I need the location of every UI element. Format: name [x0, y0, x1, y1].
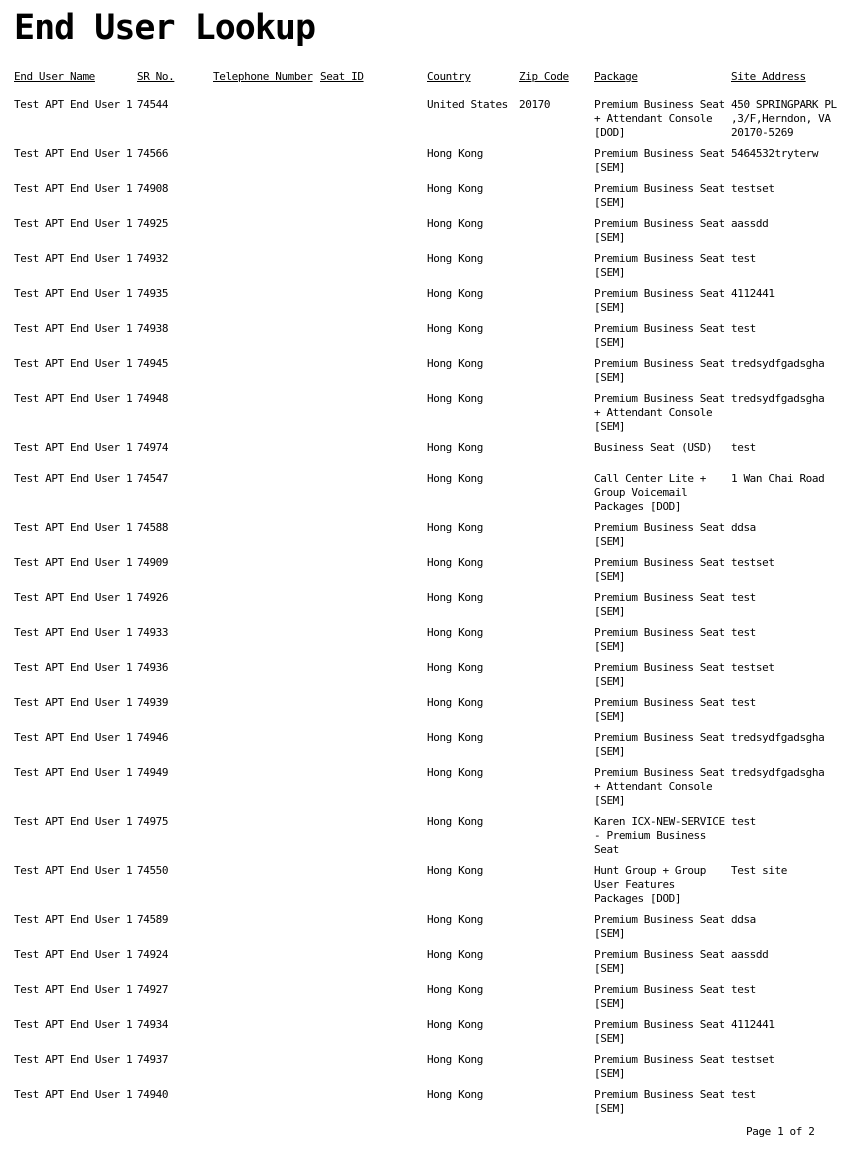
country-cell: Hong Kong: [427, 287, 484, 300]
site-address-cell: testset: [731, 661, 775, 674]
sr-no-cell: 74935: [137, 287, 169, 300]
site-address-cell: test: [731, 591, 756, 604]
end-user-name-cell: Test APT End User 1: [14, 357, 133, 370]
country-cell: Hong Kong: [427, 766, 484, 779]
package-cell: Premium Business Seat [SEM]: [594, 1053, 725, 1080]
country-cell: Hong Kong: [427, 661, 484, 674]
end-user-name-cell: Test APT End User 1: [14, 591, 133, 604]
package-cell: Karen ICX-NEW-SERVICE - Premium Business Seat: [594, 815, 725, 856]
site-address-cell: 450 SPRINGPARK PL ,3/F,Herndon, VA 20170-5269: [731, 98, 837, 139]
site-address-cell: tredsydfgadsgha: [731, 766, 825, 779]
package-cell: Premium Business Seat [SEM]: [594, 252, 725, 279]
country-cell: Hong Kong: [427, 217, 484, 230]
country-cell: Hong Kong: [427, 1088, 484, 1101]
package-cell: Premium Business Seat [SEM]: [594, 626, 725, 653]
end-user-name-cell: Test APT End User 1: [14, 661, 133, 674]
end-user-name-cell: Test APT End User 1: [14, 696, 133, 709]
sr-no-cell: 74550: [137, 864, 169, 877]
package-cell: Premium Business Seat + Attendant Console [DOD]: [594, 98, 725, 139]
package-cell: Premium Business Seat [SEM]: [594, 983, 725, 1010]
sr-no-cell: 74908: [137, 182, 169, 195]
package-cell: Premium Business Seat [SEM]: [594, 731, 725, 758]
col-header-package[interactable]: Package: [594, 70, 638, 83]
country-cell: United States: [427, 98, 508, 111]
sr-no-cell: 74927: [137, 983, 169, 996]
package-cell: Premium Business Seat [SEM]: [594, 696, 725, 723]
sr-no-cell: 74926: [137, 591, 169, 604]
site-address-cell: test: [731, 983, 756, 996]
country-cell: Hong Kong: [427, 521, 484, 534]
package-cell: Premium Business Seat + Attendant Console [SEM]: [594, 392, 725, 433]
package-cell: Premium Business Seat [SEM]: [594, 1018, 725, 1045]
site-address-cell: Test site: [731, 864, 788, 877]
site-address-cell: aassdd: [731, 217, 769, 230]
site-address-cell: aassdd: [731, 948, 769, 961]
sr-no-cell: 74547: [137, 472, 169, 485]
site-address-cell: test: [731, 252, 756, 265]
sr-no-cell: 74945: [137, 357, 169, 370]
country-cell: Hong Kong: [427, 392, 484, 405]
sr-no-cell: 74924: [137, 948, 169, 961]
col-header-country[interactable]: Country: [427, 70, 471, 83]
sr-no-cell: 74566: [137, 147, 169, 160]
package-cell: Premium Business Seat [SEM]: [594, 147, 725, 174]
sr-no-cell: 74940: [137, 1088, 169, 1101]
sr-no-cell: 74938: [137, 322, 169, 335]
col-header-seat-id[interactable]: Seat ID: [320, 70, 364, 83]
end-user-name-cell: Test APT End User 1: [14, 913, 133, 926]
sr-no-cell: 74909: [137, 556, 169, 569]
country-cell: Hong Kong: [427, 252, 484, 265]
end-user-name-cell: Test APT End User 1: [14, 983, 133, 996]
end-user-name-cell: Test APT End User 1: [14, 948, 133, 961]
end-user-name-cell: Test APT End User 1: [14, 521, 133, 534]
country-cell: Hong Kong: [427, 983, 484, 996]
site-address-cell: test: [731, 815, 756, 828]
sr-no-cell: 74939: [137, 696, 169, 709]
sr-no-cell: 74588: [137, 521, 169, 534]
country-cell: Hong Kong: [427, 1018, 484, 1031]
site-address-cell: testset: [731, 182, 775, 195]
sr-no-cell: 74932: [137, 252, 169, 265]
site-address-cell: 5464532tryterw: [731, 147, 819, 160]
package-cell: Premium Business Seat [SEM]: [594, 1088, 725, 1115]
sr-no-cell: 74975: [137, 815, 169, 828]
package-cell: Premium Business Seat [SEM]: [594, 217, 725, 244]
package-cell: Premium Business Seat [SEM]: [594, 556, 725, 583]
country-cell: Hong Kong: [427, 731, 484, 744]
sr-no-cell: 74934: [137, 1018, 169, 1031]
country-cell: Hong Kong: [427, 1053, 484, 1066]
sr-no-cell: 74544: [137, 98, 169, 111]
package-cell: Premium Business Seat [SEM]: [594, 913, 725, 940]
country-cell: Hong Kong: [427, 864, 484, 877]
sr-no-cell: 74946: [137, 731, 169, 744]
end-user-name-cell: Test APT End User 1: [14, 147, 133, 160]
package-cell: Premium Business Seat [SEM]: [594, 661, 725, 688]
col-header-zip-code[interactable]: Zip Code: [519, 70, 569, 83]
end-user-name-cell: Test APT End User 1: [14, 182, 133, 195]
site-address-cell: tredsydfgadsgha: [731, 357, 825, 370]
end-user-name-cell: Test APT End User 1: [14, 98, 133, 111]
country-cell: Hong Kong: [427, 147, 484, 160]
sr-no-cell: 74933: [137, 626, 169, 639]
page-number: Page 1 of 2: [746, 1125, 815, 1138]
site-address-cell: 1 Wan Chai Road: [731, 472, 825, 485]
end-user-name-cell: Test APT End User 1: [14, 472, 133, 485]
end-user-name-cell: Test APT End User 1: [14, 766, 133, 779]
country-cell: Hong Kong: [427, 441, 484, 454]
col-header-site-address[interactable]: Site Address: [731, 70, 806, 83]
sr-no-cell: 74589: [137, 913, 169, 926]
col-header-sr-no[interactable]: SR No.: [137, 70, 175, 83]
site-address-cell: tredsydfgadsgha: [731, 731, 825, 744]
package-cell: Premium Business Seat [SEM]: [594, 591, 725, 618]
end-user-name-cell: Test APT End User 1: [14, 441, 133, 454]
package-cell: Premium Business Seat [SEM]: [594, 521, 725, 548]
end-user-name-cell: Test APT End User 1: [14, 1053, 133, 1066]
package-cell: Premium Business Seat [SEM]: [594, 322, 725, 349]
site-address-cell: tredsydfgadsgha: [731, 392, 825, 405]
col-header-telephone-number[interactable]: Telephone Number: [213, 70, 313, 83]
sr-no-cell: 74936: [137, 661, 169, 674]
end-user-name-cell: Test APT End User 1: [14, 217, 133, 230]
end-user-name-cell: Test APT End User 1: [14, 322, 133, 335]
package-cell: Premium Business Seat + Attendant Console [SEM]: [594, 766, 725, 807]
site-address-cell: test: [731, 322, 756, 335]
site-address-cell: test: [731, 441, 756, 454]
end-user-name-cell: Test APT End User 1: [14, 392, 133, 405]
package-cell: Business Seat (USD): [594, 441, 713, 454]
country-cell: Hong Kong: [427, 556, 484, 569]
country-cell: Hong Kong: [427, 626, 484, 639]
end-user-name-cell: Test APT End User 1: [14, 1018, 133, 1031]
sr-no-cell: 74974: [137, 441, 169, 454]
country-cell: Hong Kong: [427, 948, 484, 961]
site-address-cell: 4112441: [731, 287, 775, 300]
country-cell: Hong Kong: [427, 815, 484, 828]
site-address-cell: testset: [731, 1053, 775, 1066]
package-cell: Premium Business Seat [SEM]: [594, 357, 725, 384]
package-cell: Call Center Lite + Group Voicemail Packages [DOD]: [594, 472, 707, 513]
site-address-cell: ddsa: [731, 913, 756, 926]
end-user-name-cell: Test APT End User 1: [14, 252, 133, 265]
site-address-cell: test: [731, 626, 756, 639]
end-user-name-cell: Test APT End User 1: [14, 556, 133, 569]
country-cell: Hong Kong: [427, 696, 484, 709]
site-address-cell: 4112441: [731, 1018, 775, 1031]
end-user-name-cell: Test APT End User 1: [14, 815, 133, 828]
sr-no-cell: 74949: [137, 766, 169, 779]
package-cell: Premium Business Seat [SEM]: [594, 948, 725, 975]
country-cell: Hong Kong: [427, 357, 484, 370]
end-user-name-cell: Test APT End User 1: [14, 287, 133, 300]
site-address-cell: testset: [731, 556, 775, 569]
package-cell: Premium Business Seat [SEM]: [594, 182, 725, 209]
end-user-name-cell: Test APT End User 1: [14, 864, 133, 877]
page-title: End User Lookup: [14, 8, 316, 48]
country-cell: Hong Kong: [427, 182, 484, 195]
package-cell: Premium Business Seat [SEM]: [594, 287, 725, 314]
country-cell: Hong Kong: [427, 472, 484, 485]
end-user-name-cell: Test APT End User 1: [14, 626, 133, 639]
site-address-cell: ddsa: [731, 521, 756, 534]
end-user-name-cell: Test APT End User 1: [14, 731, 133, 744]
site-address-cell: test: [731, 696, 756, 709]
country-cell: Hong Kong: [427, 913, 484, 926]
site-address-cell: test: [731, 1088, 756, 1101]
sr-no-cell: 74925: [137, 217, 169, 230]
col-header-end-user-name[interactable]: End User Name: [14, 70, 95, 83]
country-cell: Hong Kong: [427, 322, 484, 335]
sr-no-cell: 74948: [137, 392, 169, 405]
end-user-name-cell: Test APT End User 1: [14, 1088, 133, 1101]
sr-no-cell: 74937: [137, 1053, 169, 1066]
zip-code-cell: 20170: [519, 98, 551, 111]
country-cell: Hong Kong: [427, 591, 484, 604]
package-cell: Hunt Group + Group User Features Packages [DOD]: [594, 864, 707, 905]
